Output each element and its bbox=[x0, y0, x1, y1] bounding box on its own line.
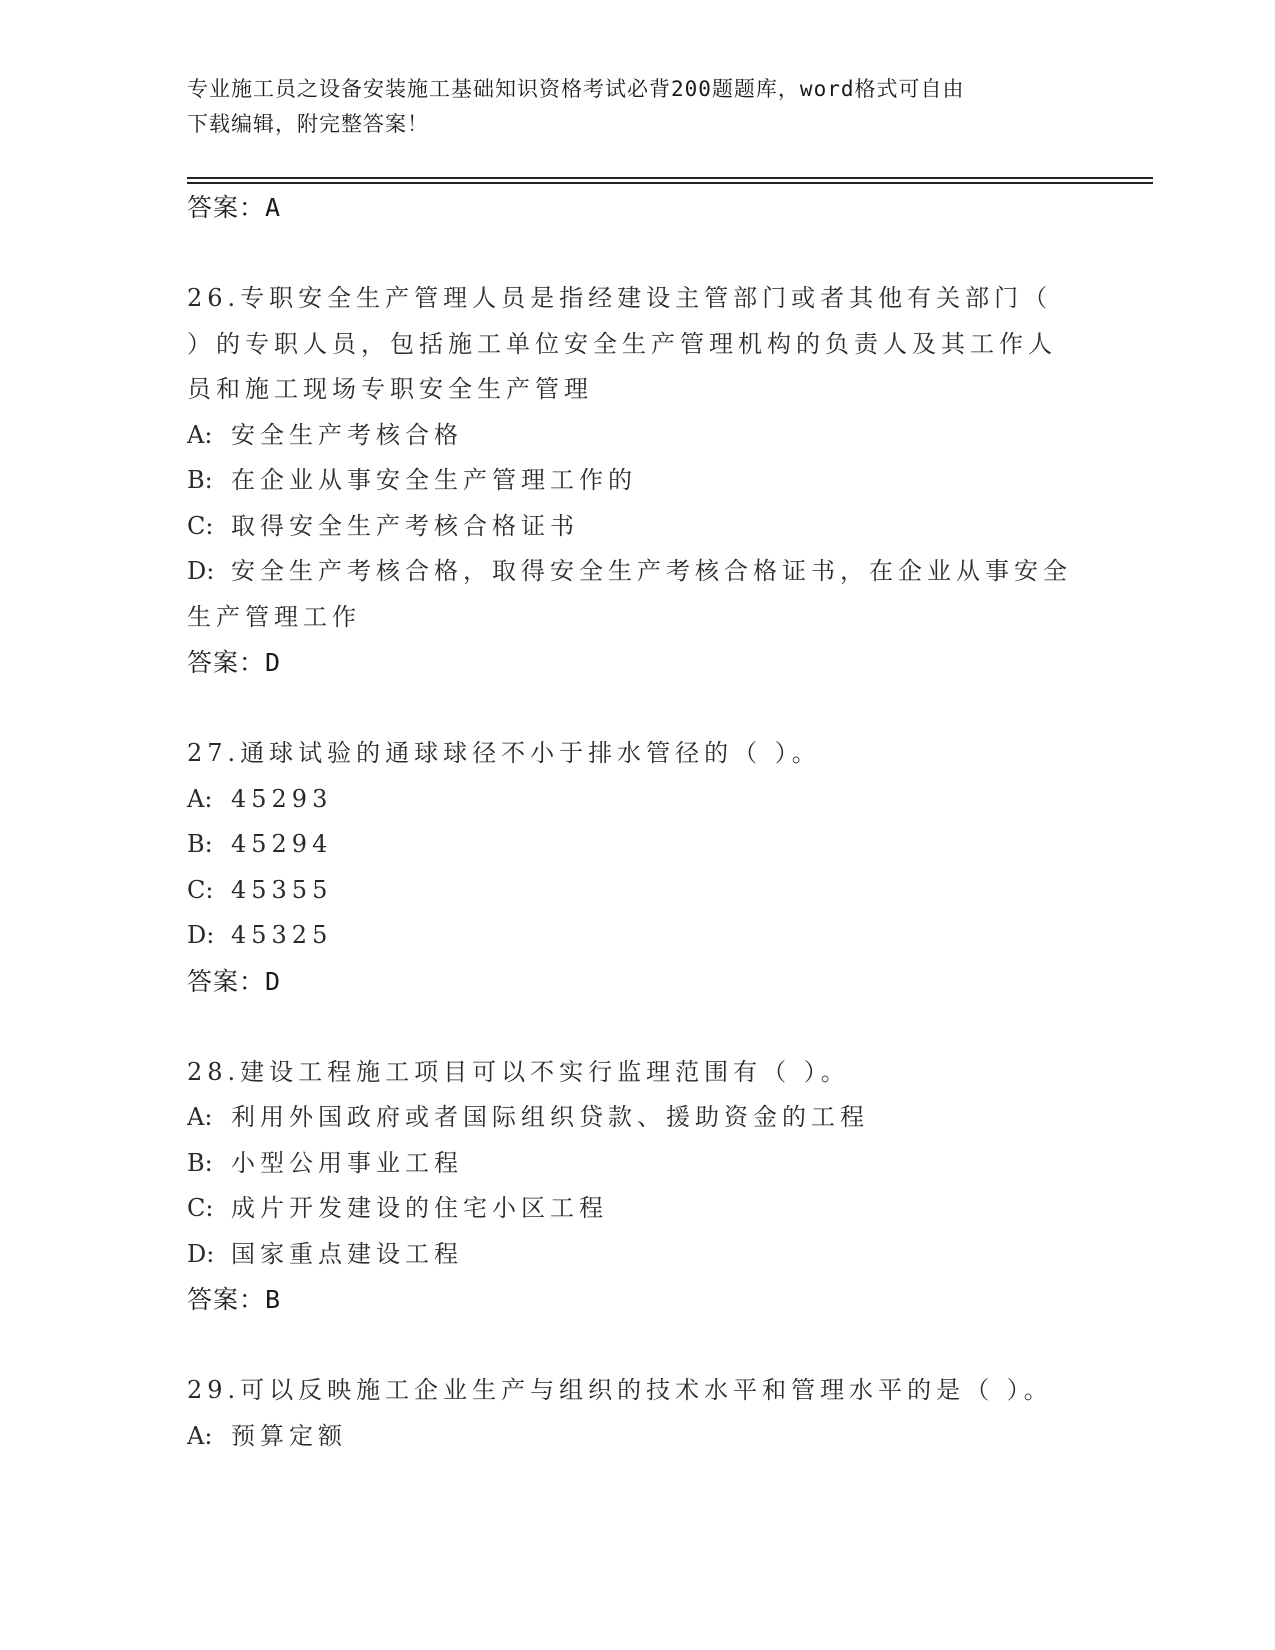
spacer bbox=[187, 231, 1087, 276]
option-d bbox=[187, 913, 1087, 959]
option-text: 安全生产考核合格 bbox=[231, 420, 463, 449]
option-text: 45325 bbox=[231, 921, 333, 949]
answer-line: 答案：D bbox=[187, 648, 282, 677]
header-divider-bottom bbox=[187, 182, 1153, 184]
option-letter: C: bbox=[187, 511, 214, 540]
question-stem-line: 26.专职安全生产管理人员是指经建设主管部门或者其他有关部门（ bbox=[187, 284, 1053, 312]
option-letter: A: bbox=[187, 784, 213, 813]
option-text: 利用外国政府或者国际组织贷款、援助资金的工程 bbox=[231, 1103, 869, 1131]
option-letter: C: bbox=[187, 875, 214, 904]
spacer bbox=[187, 686, 1087, 731]
option-text: 成片开发建设的住宅小区工程 bbox=[231, 1194, 608, 1222]
option-b bbox=[187, 458, 1087, 504]
option-letter: A: bbox=[187, 420, 213, 449]
option-letter: C: bbox=[187, 1194, 214, 1222]
question-stem-line: 28.建设工程施工项目可以不实行监理范围有（ ）。 bbox=[187, 1057, 850, 1086]
answer-line: 答案：A bbox=[187, 193, 282, 222]
option-text: 国家重点建设工程 bbox=[231, 1239, 463, 1268]
option-text: 小型公用事业工程 bbox=[231, 1148, 463, 1177]
option-letter: B: bbox=[187, 830, 213, 858]
question-27 bbox=[187, 731, 1087, 1005]
option-c bbox=[187, 1186, 1087, 1232]
option-letter: B: bbox=[187, 1148, 213, 1177]
answer-line: 答案：D bbox=[187, 966, 282, 996]
option-text: 安全生产考核合格，取得安全生产考核合格证书，在企业从事安全 bbox=[231, 557, 1072, 585]
option-d-continued: 生产管理工作 bbox=[187, 602, 361, 631]
spacer bbox=[187, 1005, 1087, 1050]
option-letter: D: bbox=[187, 1239, 215, 1268]
option-text: 45294 bbox=[231, 830, 333, 858]
option-letter: D: bbox=[187, 921, 215, 949]
question-stem-line: ）的专职人员，包括施工单位安全生产管理机构的负责人及其工作人 bbox=[187, 329, 1057, 358]
option-a bbox=[187, 1414, 1087, 1460]
header-line-1: 专业施工员之设备安装施工基础知识资格考试必背200题题库，word格式可自由 bbox=[187, 77, 965, 101]
document-header bbox=[187, 72, 1067, 142]
option-a bbox=[187, 413, 1087, 459]
option-text: 取得安全生产考核合格证书 bbox=[231, 511, 579, 540]
option-text: 45293 bbox=[231, 784, 333, 813]
option-b bbox=[187, 1141, 1087, 1187]
question-stem-line: 员和施工现场专职安全生产管理 bbox=[187, 375, 593, 403]
question-29 bbox=[187, 1368, 1087, 1459]
header-line-2: 下载编辑，附完整答案！ bbox=[187, 112, 429, 136]
option-a bbox=[187, 777, 1087, 823]
answer-line: 答案：B bbox=[187, 1285, 282, 1314]
option-c bbox=[187, 868, 1087, 914]
option-text: 在企业从事安全生产管理工作的 bbox=[231, 466, 637, 494]
option-a bbox=[187, 1095, 1087, 1141]
question-stem-line: 27.通球试验的通球球径不小于排水管径的（ ）。 bbox=[187, 739, 821, 767]
option-d bbox=[187, 1232, 1087, 1278]
option-letter: A: bbox=[187, 1103, 213, 1131]
option-letter: B: bbox=[187, 466, 213, 494]
option-c bbox=[187, 504, 1087, 550]
question-28 bbox=[187, 1050, 1087, 1324]
option-text: 45355 bbox=[231, 875, 333, 904]
option-b bbox=[187, 822, 1087, 868]
option-text: 预算定额 bbox=[231, 1421, 347, 1450]
header-divider-top bbox=[187, 177, 1153, 179]
spacer bbox=[187, 1323, 1087, 1368]
option-letter: A: bbox=[187, 1421, 213, 1450]
question-list bbox=[187, 185, 1087, 1459]
question-stem-line: 29.可以反映施工企业生产与组织的技术水平和管理水平的是（ ）。 bbox=[187, 1376, 1053, 1404]
option-letter: D: bbox=[187, 557, 215, 585]
question-26 bbox=[187, 276, 1087, 686]
option-d bbox=[187, 549, 1087, 595]
